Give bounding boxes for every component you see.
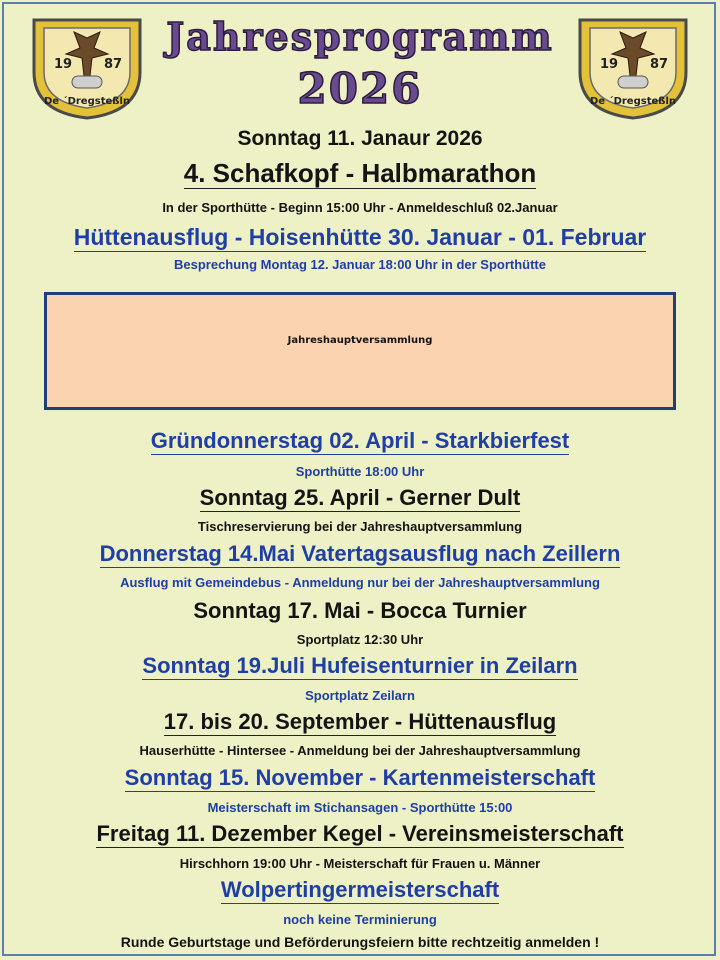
event-1-title: 4. Schafkopf - Halbmarathon	[183, 158, 537, 188]
event-6-detail: Sportplatz 12:30 Uhr	[296, 632, 424, 647]
highlight-box	[44, 292, 676, 410]
event-11-detail: noch keine Terminierung	[283, 912, 437, 927]
box-title: Jahreshauptversammlung	[287, 335, 433, 346]
event-3-detail: Sporthütte 18:00 Uhr	[295, 464, 425, 479]
logo-number-right: 87	[650, 57, 669, 72]
event-8-title: 17. bis 20. September - Hüttenausflug	[163, 709, 557, 734]
event-9-title: Sonntag 15. November - Kartenmeisterschaft	[124, 765, 596, 790]
event-9-detail: Meisterschaft im Stichansagen - Sporthütte 15:00	[207, 800, 513, 815]
event-3-title: Gründonnerstag 02. April - Starkbierfest	[150, 428, 570, 453]
event-1-detail: In der Sporthütte - Beginn 15:00 Uhr - Anmeldeschluß 02.Januar	[162, 200, 558, 215]
event-10-detail: Hirschhorn 19:00 Uhr - Meisterschaft für Frauen u. Männer	[179, 856, 541, 871]
event-1-date: Sonntag 11. Janaur 2026	[237, 127, 483, 150]
event-2-detail: Besprechung Montag 12. Januar 18:00 Uhr in der Sporthütte	[173, 257, 546, 272]
page-title: Jahresprogramm	[166, 14, 554, 59]
event-5-title: Donnerstag 14.Mai Vatertagsausflug nach Zeillern	[99, 541, 621, 566]
logo-number-right: 87	[104, 57, 123, 72]
event-11-title: Wolpertingermeisterschaft	[220, 877, 500, 902]
logo-number-left: 19	[600, 57, 619, 72]
event-7-title: Sonntag 19.Juli Hufeisenturnier in Zeilarn	[142, 653, 578, 678]
page-year: 2026	[297, 64, 423, 113]
logo-text-right: De ´Dregsteßln	[590, 96, 676, 107]
event-2-title: Hüttenausflug - Hoisenhütte 30. Januar - 01. Februar	[73, 224, 647, 250]
footer-note: Runde Geburtstage und Beförderungsfeiern bitte rechtzeitig anmelden !	[120, 934, 600, 950]
event-7-detail: Sportplatz Zeilarn	[305, 688, 415, 703]
event-6-title: Sonntag 17. Mai - Bocca Turnier	[193, 598, 527, 623]
logo-number-left: 19	[54, 57, 73, 72]
event-5-detail: Ausflug mit Gemeindebus - Anmeldung nur bei der Jahreshauptversammlung	[120, 575, 600, 590]
logo-text-left: De ´Dregsteßln	[44, 96, 130, 107]
event-4-detail: Tischreservierung bei der Jahreshauptversammlung	[197, 519, 523, 534]
event-8-detail: Hauserhütte - Hintersee - Anmeldung bei der Jahreshauptversammlung	[139, 743, 581, 758]
event-10-title: Freitag 11. Dezember Kegel - Vereinsmeisterschaft	[96, 821, 624, 846]
event-4-title: Sonntag 25. April - Gerner Dult	[199, 485, 521, 510]
